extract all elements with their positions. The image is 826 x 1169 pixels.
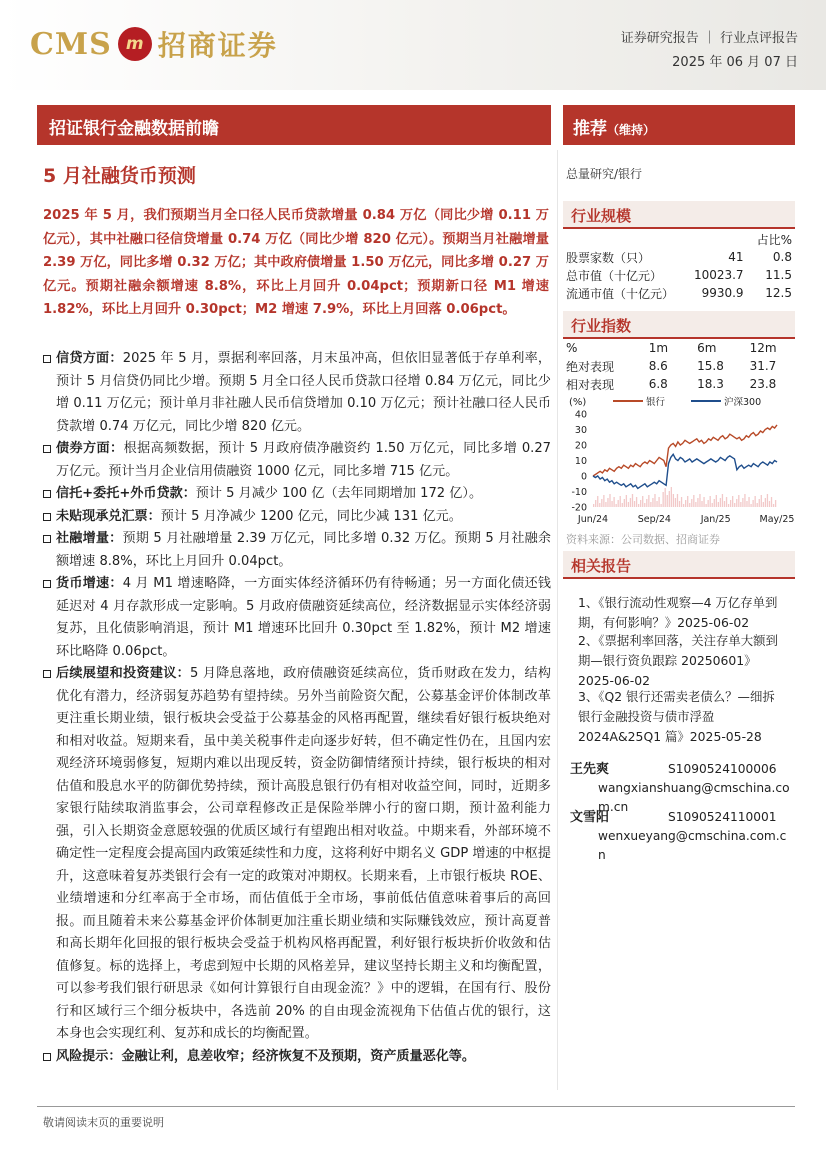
volume-bar <box>752 500 753 507</box>
volume-bar <box>720 498 721 507</box>
volume-bar <box>652 498 653 507</box>
square-bullet-icon <box>43 1053 51 1061</box>
chart-y-ticks <box>571 410 587 514</box>
logo-latin: CMS <box>30 26 112 62</box>
volume-bar <box>699 494 700 507</box>
volume-bar <box>689 503 690 507</box>
bullet-lead: 债券方面： <box>56 441 124 456</box>
bullet-credit <box>43 348 551 438</box>
rating-sub: （维持） <box>607 123 656 137</box>
volume-bar <box>742 498 743 507</box>
volume-bar <box>650 502 651 507</box>
table-header-row: % 1m 6m 12m <box>566 341 777 355</box>
volume-bar <box>597 496 598 507</box>
industry-scale-table <box>566 230 792 302</box>
logo-badge-icon: m <box>118 27 152 61</box>
bullet-text: 4 月 M1 增速略降，一方面实体经济循环仍有待畅通；另一方面化债还钱延迟对 4 月存款形成一定影响。5 月政府债融资延续高位，经济数据显示实体经济弱复苏，且化债影响消退，预计 M1 增速环比回升 0.30pct 至 1.82%，预计 M2 增速环比略降 0.06pct。 <box>56 576 552 659</box>
volume-bar <box>697 498 698 507</box>
analyst-2 <box>570 808 796 865</box>
volume-bar <box>685 500 686 507</box>
volume-bar <box>593 504 594 507</box>
volume-bar <box>693 495 694 507</box>
volume-bar <box>734 503 735 507</box>
volume-bar <box>710 496 711 507</box>
square-bullet-icon <box>43 513 51 521</box>
square-bullet-icon <box>43 355 51 363</box>
index-performance-chart <box>563 393 795 528</box>
bullet-text: 5 月降息落地，政府债融资延续高位，货币财政在发力，结构优化有潜力，经济弱复苏趋势有望持续。另外当前险资欠配，公募基金评价体制改革更注重长期业绩，银行板块会受益于公募基金的风格再配置，继续看好银行板块绝对和相对收益。短期来看，虽中美关税事件走向逐步好转，但不确定性仍在，且国内宏观经济环境弱修复，短期内难以出现反转，资金防御情绪预计持续，银行板块的相对估值和股息水平的防御优势持续，预计高股息银行仍有相对收益空间，同时，近期多家银行陆续取消监事会，公司章程修改正是保险举牌小行的窗口期，预计盈利能力强，引入长期资金意愿较强的优质区域行有望跑出相对收益。中期来看，外部环境不确定性一定程度会提高国内政策延续性和力度，这将利好中期名义 GDP 增速的中枢提升，这意味着复苏类银行会有一定的政策对冲期权。长期来看，上市银行板块 ROE、业绩增速和分红率高于全市场，而估值低于全市场，事前低估值意味着事后的高回报。而且随着未来公募基金评价体制更加注重长期业绩和实际赚钱效应，预计高夏普和高长期年化回报的银行板块会受益于机构风格再配置，利好银行板块折价收敛和估值修复。标的选择上，考虑到短中长期的风格差异，建议坚持长期主义和均衡配置，可以参考我们银行研思录《如何计算银行自由现金流？》中的逻辑，在国有行、股份行和区域行三个细分板块中，各选前 20% 的自由现金流视角下估值占优的银行，这本身也会实现红利、复苏和成长的均衡配置。 <box>56 666 551 1041</box>
logo-chinese: 招商证券 <box>157 29 278 62</box>
research-category: 总量研究/银行 <box>566 167 643 181</box>
chart-volume-bars <box>593 487 776 507</box>
table-row: 流通市值（十亿元） 9930.9 12.5 <box>566 286 792 301</box>
volume-bar <box>750 504 751 507</box>
volume-bar <box>667 495 668 507</box>
series-line-bank <box>593 425 777 476</box>
related-report-3[interactable]: 3、《Q2 银行还需卖老债么？—细拆银行金融投资与债市浮盈 2024A&25Q1 篇》2025-05-28 <box>578 689 775 744</box>
x-tick-label: Jan/25 <box>700 514 731 525</box>
report-type: 证券研究报告 ｜ 行业点评报告 <box>620 31 798 46</box>
legend-label-csi300: 沪深300 <box>724 397 762 408</box>
volume-bar <box>603 495 604 507</box>
volume-bar <box>712 503 713 507</box>
industry-index-header: 行业指数 <box>563 311 795 339</box>
volume-bar <box>769 501 770 507</box>
table-row: 总市值（十亿元） 10023.7 11.5 <box>566 268 792 283</box>
bullet-lead: 社融增量： <box>56 531 123 546</box>
chart-x-ticks <box>577 514 795 525</box>
bullet-text: 预计 5 月净减少 1200 亿元，同比少减 131 亿元。 <box>160 508 462 524</box>
volume-bar <box>632 494 633 507</box>
volume-bar <box>748 497 749 507</box>
bullet-text: 预期 5 月社融增量 2.39 万亿元，同比多增 0.32 万亿。预期 5 月社融余额增速 8.8%，环比上月回升 0.04pct。 <box>56 531 552 569</box>
volume-bar <box>755 496 756 507</box>
volume-bar <box>605 502 606 507</box>
analyst-cert: S1090524110001 <box>668 810 777 824</box>
volume-bar <box>646 499 647 507</box>
volume-bar <box>773 504 774 507</box>
table-row: 相对表现 6.8 18.3 23.8 <box>566 377 777 392</box>
volume-bar <box>665 488 666 507</box>
related-reports-header: 相关报告 <box>563 551 795 579</box>
volume-bar <box>724 501 725 507</box>
square-bullet-icon <box>43 670 51 678</box>
pct-header: 占比% <box>756 232 792 247</box>
volume-bar <box>679 501 680 507</box>
y-tick-label: -20 <box>571 502 587 514</box>
table-row: 股票家数（只） 41 0.8 <box>566 250 792 265</box>
bullet-lead: 信贷方面： <box>56 351 123 366</box>
square-bullet-icon <box>43 535 51 543</box>
volume-bar <box>615 504 616 507</box>
report-series-title: 招证银行金融数据前瞻 <box>37 105 551 145</box>
volume-bar <box>648 495 649 507</box>
volume-bar <box>671 487 672 507</box>
chart-ylabel: (%) <box>569 397 587 408</box>
footer-note: 敬请阅读末页的重要说明 <box>43 1116 164 1129</box>
volume-bar <box>622 503 623 507</box>
summary-paragraph: 2025 年 5 月，我们预期当月全口径人民币贷款增量 0.84 万亿（同比少增 0.11 万亿元），其中社融口径信贷增量 0.74 万亿（同比少增 820 亿元）。预期当月社融增量 2.39 万亿，同比多增 0.32 万亿；其中政府债增量 1.50 万亿元，同比多增 0.27 万亿元。预期社融余额增速 8.8%，环比上月回升 0.04pct；预期新口径 M1 增速 1.82%，环比上月回升 0.30pct；M2 增速 7.9%，环比上月回落 0.06pct。 <box>43 208 549 317</box>
y-tick-label: 30 <box>574 425 587 436</box>
chart-source: 资料来源：公司数据、招商证券 <box>566 533 720 546</box>
volume-bar <box>763 502 764 507</box>
bullet-outlook <box>43 663 551 1046</box>
analyst-name: 王先爽 <box>570 762 610 777</box>
volume-bar <box>775 500 776 507</box>
volume-bar <box>599 503 600 507</box>
bullet-trust <box>43 483 551 506</box>
volume-bar <box>740 502 741 507</box>
report-subtitle: 5 月社融货币预测 <box>43 165 196 187</box>
volume-bar <box>595 500 596 507</box>
volume-bar <box>601 499 602 507</box>
bullet-text: 根据高频数据，预计 5 月政府债净融资约 1.50 万亿元，同比多增 0.27 万亿元。预计当月企业信用债融资 1000 亿元，同比多增 715 亿元。 <box>56 441 551 479</box>
industry-index-table <box>566 339 792 393</box>
company-logo <box>30 22 278 66</box>
volume-bar <box>730 500 731 507</box>
volume-bar <box>761 495 762 507</box>
volume-bar <box>726 497 727 507</box>
volume-bar <box>675 498 676 507</box>
volume-bar <box>722 494 723 507</box>
square-bullet-icon <box>43 580 51 588</box>
square-bullet-icon <box>43 490 51 498</box>
y-tick-label: -10 <box>571 487 587 498</box>
bullet-bonds <box>43 438 551 483</box>
volume-bar <box>636 497 637 507</box>
volume-bar <box>687 496 688 507</box>
related-report-2[interactable]: 2、《票据利率回落，关注存单大额到期—银行资负跟踪 20250601》2025-06-02 <box>578 633 778 688</box>
volume-bar <box>626 495 627 507</box>
y-tick-label: 20 <box>574 440 587 452</box>
chart-series-lines <box>593 425 777 489</box>
analyst-email[interactable]: wenxueyang@cmschina.com.cn <box>598 829 787 862</box>
bullet-lead: 后续展望和投资建议： <box>56 666 191 681</box>
industry-scale-header: 行业规模 <box>563 201 795 229</box>
column-divider <box>557 150 558 1090</box>
volume-bar <box>771 497 772 507</box>
volume-bar <box>683 504 684 507</box>
table-row: 绝对表现 8.6 15.8 31.7 <box>566 359 777 374</box>
analyst-cert: S1090524100006 <box>668 762 777 776</box>
volume-bar <box>701 501 702 507</box>
y-tick-label: 0 <box>580 471 587 483</box>
volume-bar <box>759 499 760 507</box>
volume-bar <box>757 503 758 507</box>
volume-bar <box>767 494 768 507</box>
bullet-lead: 未贴现承兑汇票： <box>56 508 161 524</box>
volume-bar <box>660 504 661 507</box>
volume-bar <box>624 499 625 507</box>
volume-bar <box>746 501 747 507</box>
bullet-lead: 货币增速： <box>56 576 123 591</box>
volume-bar <box>736 499 737 507</box>
volume-bar <box>644 503 645 507</box>
volume-bar <box>732 496 733 507</box>
volume-bar <box>669 491 670 507</box>
x-tick-label: Sep/24 <box>637 514 671 525</box>
volume-bar <box>695 502 696 507</box>
volume-bar <box>618 500 619 507</box>
chart-legend <box>613 396 761 408</box>
volume-bar <box>638 504 639 507</box>
volume-bar <box>716 495 717 507</box>
bullet-lead: 信托+委托+外币贷款： <box>56 486 196 501</box>
body-content <box>43 348 551 1068</box>
footer-divider <box>37 1106 795 1107</box>
report-date: 2025 年 06 月 07 日 <box>672 55 798 70</box>
volume-bar <box>634 501 635 507</box>
volume-bar <box>609 494 610 507</box>
volume-bar <box>663 492 664 507</box>
volume-bar <box>718 502 719 507</box>
analyst-email[interactable]: wangxianshuang@cmschina.com.cn <box>598 781 790 814</box>
volume-bar <box>630 498 631 507</box>
analyst-name: 文雪阳 <box>570 810 610 825</box>
volume-bar <box>654 494 655 507</box>
volume-bar <box>656 501 657 507</box>
volume-bar <box>703 497 704 507</box>
bullet-text: 2025 年 5 月，票据利率回落，月末虽冲高，但依旧显著低于存单利率，预计 5 月信贷仍同比少增。预期 5 月全口径人民币贷款口径增 0.84 万亿元，同比少增 0.11 万亿元；预计单月非社融人民币信贷增加 0.10 万亿元；预计社融口径人民币贷款增 0.74 万亿元，同比少增 820 亿元。 <box>56 351 552 434</box>
volume-bar <box>681 497 682 507</box>
rating-label: 推荐 <box>573 119 607 139</box>
volume-bar <box>620 496 621 507</box>
risk-text: 风险提示：金融让利，息差收窄；经济恢复不及预期，资产质量恶化等。 <box>56 1048 475 1064</box>
bullet-money <box>43 573 551 663</box>
volume-bar <box>607 498 608 507</box>
volume-bar <box>691 499 692 507</box>
bullet-text: 预计 5 月减少 100 亿（去年同期增加 172 亿）。 <box>195 486 483 501</box>
square-bullet-icon <box>43 445 51 453</box>
volume-bar <box>677 494 678 507</box>
rating-bar <box>563 105 795 145</box>
bullet-risk <box>43 1046 551 1069</box>
volume-bar <box>611 501 612 507</box>
volume-bar <box>744 494 745 507</box>
bullet-bills <box>43 506 551 529</box>
volume-bar <box>707 500 708 507</box>
legend-label-bank: 银行 <box>646 397 666 408</box>
series-line-csi300 <box>593 454 777 488</box>
volume-bar <box>658 497 659 507</box>
related-report-1[interactable]: 1、《银行流动性观察—4 万亿存单到期，有何影响？》2025-06-02 <box>578 595 778 630</box>
x-tick-label: May/25 <box>759 514 795 525</box>
bullet-tsf <box>43 528 551 573</box>
y-tick-label: 10 <box>574 456 587 467</box>
volume-bar <box>673 494 674 507</box>
volume-bar <box>642 496 643 507</box>
volume-bar <box>640 500 641 507</box>
volume-bar <box>628 502 629 507</box>
volume-bar <box>765 498 766 507</box>
volume-bar <box>714 499 715 507</box>
y-tick-label: 40 <box>574 409 587 421</box>
volume-bar <box>705 504 706 507</box>
volume-bar <box>728 504 729 507</box>
volume-bar <box>613 497 614 507</box>
volume-bar <box>738 495 739 507</box>
x-tick-label: Jun/24 <box>577 514 609 525</box>
